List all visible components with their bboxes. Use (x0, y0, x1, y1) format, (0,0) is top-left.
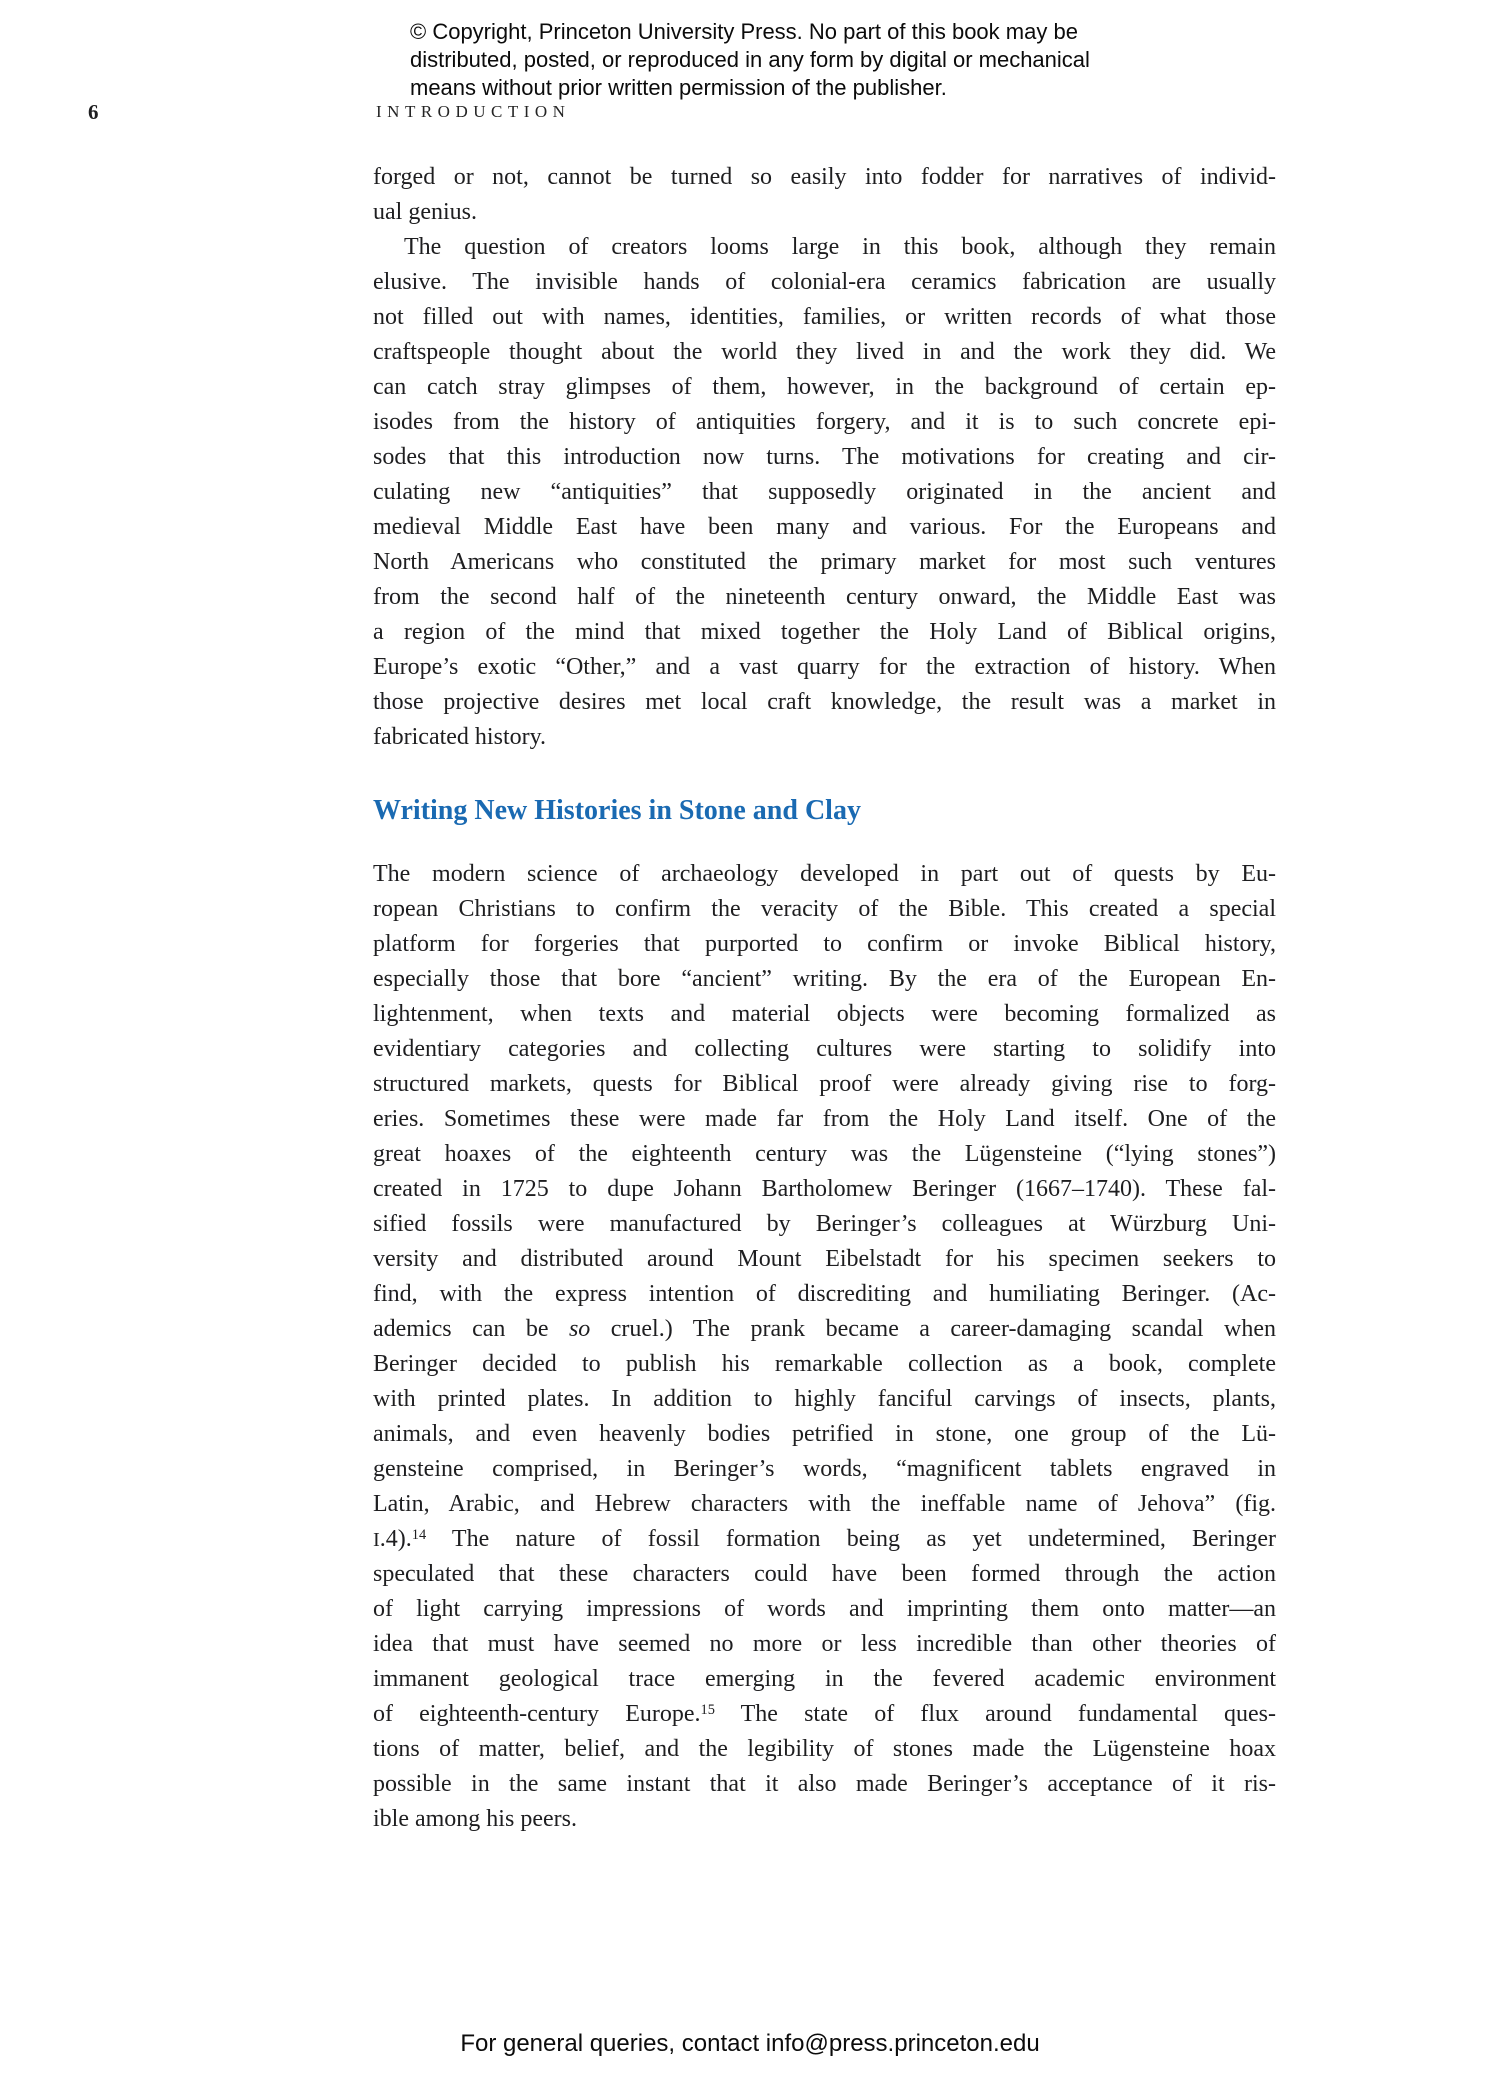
text-line: ademics can be so cruel.) The prank became a career-damaging scandal when (373, 1316, 1277, 1342)
text-line: possible in the same instant that it also made Beringer’s acceptance of it ris- (373, 1771, 1276, 1797)
footer-contact: For general queries, contact info@press.princeton.edu (460, 2030, 1040, 2057)
footnote-marker: 14 (411, 1526, 427, 1543)
text-line: North Americans who constituted the primary market for most such ventures (373, 549, 1276, 575)
text-line: Europe’s exotic “Other,” and a vast quarry for the extraction of history. When (373, 654, 1276, 680)
text-line: from the second half of the nineteenth century onward, the Middle East was (373, 584, 1276, 610)
text-line: fabricated history. (373, 724, 547, 750)
section-heading: Writing New Histories in Stone and Clay (373, 795, 861, 826)
text-line: not filled out with names, identities, families, or written records of what those (373, 304, 1276, 330)
copyright-line: means without prior written permission of the publisher. (410, 75, 947, 100)
paragraph (373, 857, 1276, 1837)
text-line: medieval Middle East have been many and various. For the Europeans and (373, 514, 1276, 540)
text-line: evidentiary categories and collecting cultures were starting to solidify into (373, 1036, 1276, 1062)
paragraph (373, 230, 1276, 755)
text-line: great hoaxes of the eighteenth century was the Lügensteine (“lying stones”) (373, 1141, 1276, 1167)
text-line: of eighteenth-century Europe.$^{15}$ The state of flux around fundamental ques- (373, 1701, 1277, 1727)
paragraph (373, 160, 1276, 230)
text-line: The modern science of archaeology developed in part out of quests by Eu- (373, 861, 1276, 887)
text-line: with printed plates. In addition to highly fanciful carvings of insects, plants, (373, 1386, 1276, 1412)
text-line: sodes that this introduction now turns. The motivations for creating and cir- (373, 444, 1276, 470)
text-line: idea that must have seemed no more or less incredible than other theories of (373, 1631, 1276, 1657)
text-line: speculated that these characters could have been formed through the action (373, 1561, 1276, 1587)
text-line: especially those that bore “ancient” writing. By the era of the European En- (373, 966, 1276, 992)
text-line: created in 1725 to dupe Johann Bartholomew Beringer (1667–1740). These fal- (373, 1176, 1276, 1202)
text-line: structured markets, quests for Biblical proof were already giving rise to forg- (373, 1071, 1276, 1097)
copyright-line: © Copyright, Princeton University Press. No part of this book may be (410, 19, 1078, 44)
text-line: I.4).$^{14}$ The nature of fossil formation being as yet undetermined, Beringer (373, 1526, 1276, 1552)
text-line: of light carrying impressions of words and imprinting them onto matter—an (373, 1596, 1276, 1622)
text-line: forged or not, cannot be turned so easily into fodder for narratives of individ- (373, 164, 1276, 190)
text-line: those projective desires met local craft knowledge, the result was a market in (373, 689, 1276, 715)
text-line: culating new “antiquities” that supposedly originated in the ancient and (373, 479, 1276, 505)
page-number: 6 (88, 100, 99, 124)
styled-text: so (568, 1316, 591, 1342)
text-line: tions of matter, belief, and the legibility of stones made the Lügensteine hoax (373, 1736, 1276, 1762)
text-line: find, with the express intention of discrediting and humiliating Beringer. (Ac- (373, 1281, 1276, 1307)
text-line: Latin, Arabic, and Hebrew characters with the ineffable name of Jehova” (fig. (373, 1491, 1276, 1517)
copyright-notice (410, 18, 1090, 102)
text-line: platform for forgeries that purported to confirm or invoke Biblical history, (373, 931, 1276, 957)
text-line: Beringer decided to publish his remarkable collection as a book, complete (373, 1351, 1276, 1377)
styled-text: I (373, 1529, 380, 1551)
text-line: a region of the mind that mixed together the Holy Land of Biblical origins, (373, 619, 1276, 645)
text-line: sified fossils were manufactured by Beringer’s colleagues at Würzburg Uni- (373, 1211, 1276, 1237)
text-line: versity and distributed around Mount Eibelstadt for his specimen seekers to (373, 1246, 1276, 1272)
text-line: ual genius. (373, 199, 477, 225)
text-line: isodes from the history of antiquities forgery, and it is to such concrete epi- (373, 409, 1276, 435)
body-text (373, 160, 1276, 1837)
text-line: ible among his peers. (373, 1806, 577, 1832)
running-head: INTRODUCTION (376, 102, 571, 121)
text-line: eries. Sometimes these were made far from the Holy Land itself. One of the (373, 1106, 1276, 1132)
text-line: craftspeople thought about the world they lived in and the work they did. We (373, 339, 1276, 365)
text-line: gensteine comprised, in Beringer’s words, “magnificent tablets engraved in (373, 1456, 1276, 1482)
text-line: animals, and even heavenly bodies petrified in stone, one group of the Lü- (373, 1421, 1276, 1447)
text-line: The question of creators looms large in this book, although they remain (404, 234, 1276, 260)
copyright-line: distributed, posted, or reproduced in any form by digital or mechanical (410, 47, 1090, 72)
text-line: lightenment, when texts and material objects were becoming formalized as (373, 1001, 1276, 1027)
text-line: can catch stray glimpses of them, however, in the background of certain ep- (373, 374, 1276, 400)
text-line: elusive. The invisible hands of colonial-era ceramics fabrication are usually (373, 269, 1276, 295)
footnote-marker: 15 (700, 1701, 715, 1718)
text-line: immanent geological trace emerging in the fevered academic environment (373, 1666, 1276, 1692)
text-line: ropean Christians to confirm the veracity of the Bible. This created a special (373, 896, 1276, 922)
